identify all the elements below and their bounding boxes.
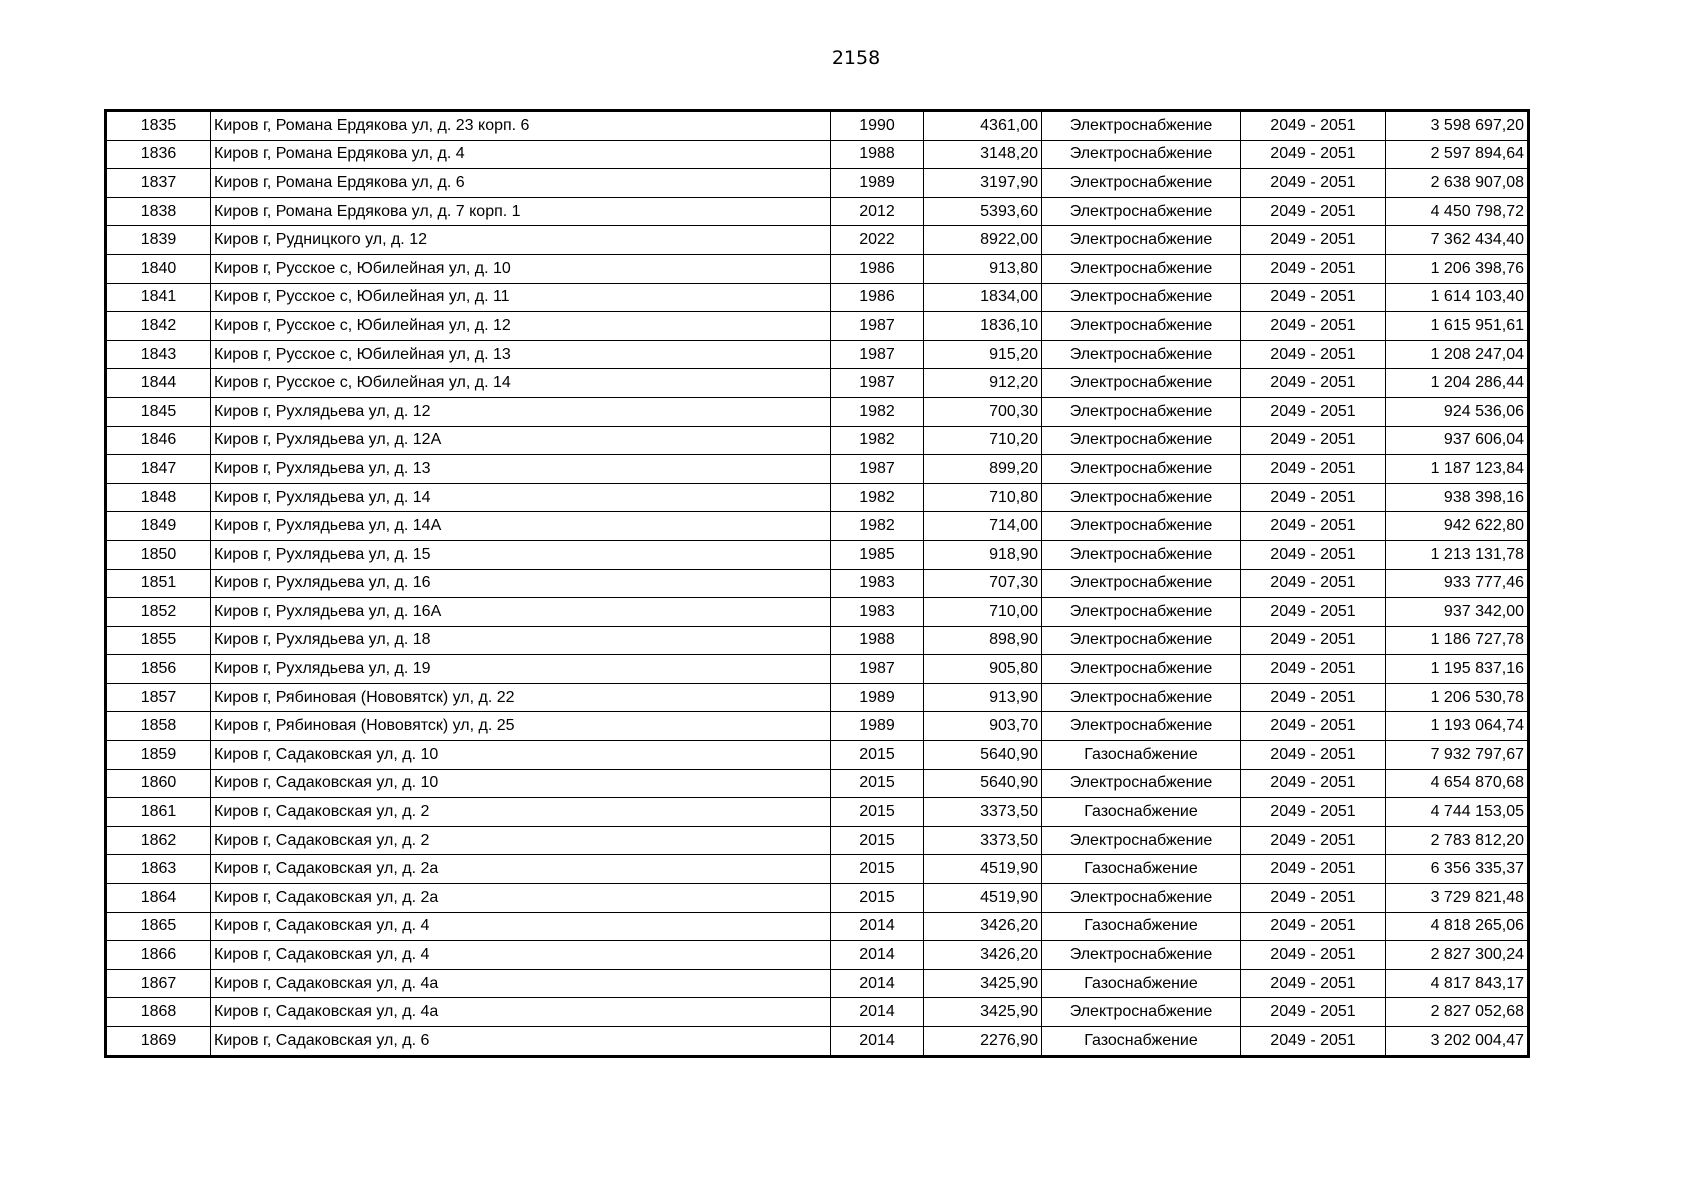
row-number-cell: 1838 — [106, 197, 211, 226]
table-row — [106, 712, 1529, 741]
table-row — [106, 540, 1529, 569]
build-year-cell: 2015 — [831, 741, 924, 770]
cost-cell: 2 827 052,68 — [1386, 998, 1529, 1027]
period-cell: 2049 - 2051 — [1241, 455, 1386, 484]
address-cell: Киров г, Русское с, Юбилейная ул, д. 10 — [211, 254, 831, 283]
period-cell: 2049 - 2051 — [1241, 254, 1386, 283]
row-number-cell: 1846 — [106, 426, 211, 455]
cost-cell: 4 817 843,17 — [1386, 969, 1529, 998]
address-cell: Киров г, Садаковская ул, д. 2а — [211, 855, 831, 884]
service-type-cell: Электроснабжение — [1042, 455, 1241, 484]
address-cell: Киров г, Рухлядьева ул, д. 16 — [211, 569, 831, 598]
table-row — [106, 340, 1529, 369]
cost-cell: 1 213 131,78 — [1386, 540, 1529, 569]
period-cell: 2049 - 2051 — [1241, 855, 1386, 884]
row-number-cell: 1866 — [106, 941, 211, 970]
table-row — [106, 254, 1529, 283]
build-year-cell: 2015 — [831, 826, 924, 855]
service-type-cell: Электроснабжение — [1042, 197, 1241, 226]
cost-cell: 2 597 894,64 — [1386, 140, 1529, 169]
build-year-cell: 1982 — [831, 426, 924, 455]
area-cell: 3373,50 — [924, 826, 1042, 855]
cost-cell: 2 783 812,20 — [1386, 826, 1529, 855]
address-cell: Киров г, Рухлядьева ул, д. 19 — [211, 655, 831, 684]
address-cell: Киров г, Садаковская ул, д. 2 — [211, 826, 831, 855]
build-year-cell: 1982 — [831, 512, 924, 541]
table-row — [106, 969, 1529, 998]
address-cell: Киров г, Русское с, Юбилейная ул, д. 12 — [211, 312, 831, 341]
row-number-cell: 1842 — [106, 312, 211, 341]
service-type-cell: Электроснабжение — [1042, 226, 1241, 255]
service-type-cell: Электроснабжение — [1042, 540, 1241, 569]
row-number-cell: 1850 — [106, 540, 211, 569]
build-year-cell: 1987 — [831, 455, 924, 484]
area-cell: 4519,90 — [924, 884, 1042, 913]
build-year-cell: 1989 — [831, 169, 924, 198]
row-number-cell: 1847 — [106, 455, 211, 484]
period-cell: 2049 - 2051 — [1241, 540, 1386, 569]
row-number-cell: 1867 — [106, 969, 211, 998]
build-year-cell: 1985 — [831, 540, 924, 569]
cost-cell: 1 195 837,16 — [1386, 655, 1529, 684]
area-cell: 3426,20 — [924, 912, 1042, 941]
area-cell: 1836,10 — [924, 312, 1042, 341]
address-cell: Киров г, Рухлядьева ул, д. 14 — [211, 483, 831, 512]
row-number-cell: 1858 — [106, 712, 211, 741]
area-cell: 4519,90 — [924, 855, 1042, 884]
area-cell: 915,20 — [924, 340, 1042, 369]
build-year-cell: 2015 — [831, 769, 924, 798]
period-cell: 2049 - 2051 — [1241, 798, 1386, 827]
table-row — [106, 626, 1529, 655]
row-number-cell: 1841 — [106, 283, 211, 312]
build-year-cell: 1989 — [831, 683, 924, 712]
period-cell: 2049 - 2051 — [1241, 712, 1386, 741]
service-type-cell: Электроснабжение — [1042, 626, 1241, 655]
address-cell: Киров г, Русское с, Юбилейная ул, д. 13 — [211, 340, 831, 369]
cost-cell: 1 206 530,78 — [1386, 683, 1529, 712]
build-year-cell: 1982 — [831, 397, 924, 426]
build-year-cell: 1987 — [831, 655, 924, 684]
area-cell: 905,80 — [924, 655, 1042, 684]
cost-cell: 4 450 798,72 — [1386, 197, 1529, 226]
area-cell: 710,80 — [924, 483, 1042, 512]
table-body — [106, 111, 1529, 1057]
table-row — [106, 397, 1529, 426]
period-cell: 2049 - 2051 — [1241, 426, 1386, 455]
period-cell: 2049 - 2051 — [1241, 483, 1386, 512]
cost-cell: 1 187 123,84 — [1386, 455, 1529, 484]
service-type-cell: Электроснабжение — [1042, 769, 1241, 798]
period-cell: 2049 - 2051 — [1241, 655, 1386, 684]
table-row — [106, 884, 1529, 913]
cost-cell: 2 827 300,24 — [1386, 941, 1529, 970]
address-cell: Киров г, Романа Ердякова ул, д. 6 — [211, 169, 831, 198]
service-type-cell: Электроснабжение — [1042, 569, 1241, 598]
area-cell: 3425,90 — [924, 969, 1042, 998]
build-year-cell: 1988 — [831, 140, 924, 169]
address-cell: Киров г, Русское с, Юбилейная ул, д. 11 — [211, 283, 831, 312]
row-number-cell: 1863 — [106, 855, 211, 884]
build-year-cell: 2014 — [831, 1027, 924, 1057]
row-number-cell: 1840 — [106, 254, 211, 283]
row-number-cell: 1860 — [106, 769, 211, 798]
service-type-cell: Газоснабжение — [1042, 741, 1241, 770]
row-number-cell: 1839 — [106, 226, 211, 255]
row-number-cell: 1859 — [106, 741, 211, 770]
table-row — [106, 140, 1529, 169]
area-cell: 5640,90 — [924, 769, 1042, 798]
build-year-cell: 1987 — [831, 312, 924, 341]
period-cell: 2049 - 2051 — [1241, 226, 1386, 255]
period-cell: 2049 - 2051 — [1241, 598, 1386, 627]
period-cell: 2049 - 2051 — [1241, 111, 1386, 141]
service-type-cell: Электроснабжение — [1042, 712, 1241, 741]
area-cell: 918,90 — [924, 540, 1042, 569]
area-cell: 3373,50 — [924, 798, 1042, 827]
period-cell: 2049 - 2051 — [1241, 512, 1386, 541]
table-row — [106, 912, 1529, 941]
table-row — [106, 283, 1529, 312]
row-number-cell: 1836 — [106, 140, 211, 169]
row-number-cell: 1869 — [106, 1027, 211, 1057]
table-row — [106, 512, 1529, 541]
cost-cell: 7 362 434,40 — [1386, 226, 1529, 255]
cost-cell: 1 204 286,44 — [1386, 369, 1529, 398]
service-type-cell: Электроснабжение — [1042, 683, 1241, 712]
period-cell: 2049 - 2051 — [1241, 569, 1386, 598]
address-cell: Киров г, Рухлядьева ул, д. 12 — [211, 397, 831, 426]
row-number-cell: 1856 — [106, 655, 211, 684]
period-cell: 2049 - 2051 — [1241, 969, 1386, 998]
table-row — [106, 683, 1529, 712]
table-row — [106, 483, 1529, 512]
cost-cell: 924 536,06 — [1386, 397, 1529, 426]
service-type-cell: Электроснабжение — [1042, 998, 1241, 1027]
service-type-cell: Электроснабжение — [1042, 512, 1241, 541]
address-cell: Киров г, Рухлядьева ул, д. 14А — [211, 512, 831, 541]
cost-cell: 1 208 247,04 — [1386, 340, 1529, 369]
row-number-cell: 1837 — [106, 169, 211, 198]
address-cell: Киров г, Романа Ердякова ул, д. 23 корп. 6 — [211, 111, 831, 141]
address-cell: Киров г, Рухлядьева ул, д. 12А — [211, 426, 831, 455]
cost-cell: 1 193 064,74 — [1386, 712, 1529, 741]
service-type-cell: Электроснабжение — [1042, 884, 1241, 913]
cost-cell: 937 606,04 — [1386, 426, 1529, 455]
period-cell: 2049 - 2051 — [1241, 312, 1386, 341]
address-cell: Киров г, Садаковская ул, д. 4а — [211, 998, 831, 1027]
address-cell: Киров г, Романа Ердякова ул, д. 7 корп. 1 — [211, 197, 831, 226]
period-cell: 2049 - 2051 — [1241, 941, 1386, 970]
area-cell: 3425,90 — [924, 998, 1042, 1027]
service-type-cell: Электроснабжение — [1042, 140, 1241, 169]
service-type-cell: Электроснабжение — [1042, 941, 1241, 970]
cost-cell: 1 186 727,78 — [1386, 626, 1529, 655]
address-cell: Киров г, Рухлядьева ул, д. 16А — [211, 598, 831, 627]
area-cell: 710,20 — [924, 426, 1042, 455]
service-type-cell: Электроснабжение — [1042, 598, 1241, 627]
build-year-cell: 1987 — [831, 369, 924, 398]
area-cell: 899,20 — [924, 455, 1042, 484]
cost-cell: 1 206 398,76 — [1386, 254, 1529, 283]
row-number-cell: 1855 — [106, 626, 211, 655]
build-year-cell: 2012 — [831, 197, 924, 226]
table-row — [106, 369, 1529, 398]
service-type-cell: Газоснабжение — [1042, 969, 1241, 998]
table-row — [106, 226, 1529, 255]
row-number-cell: 1848 — [106, 483, 211, 512]
table-row — [106, 826, 1529, 855]
address-cell: Киров г, Рухлядьева ул, д. 15 — [211, 540, 831, 569]
service-type-cell: Газоснабжение — [1042, 912, 1241, 941]
service-type-cell: Электроснабжение — [1042, 312, 1241, 341]
table-row — [106, 598, 1529, 627]
service-type-cell: Электроснабжение — [1042, 426, 1241, 455]
build-year-cell: 2014 — [831, 969, 924, 998]
table-row — [106, 169, 1529, 198]
build-year-cell: 1987 — [831, 340, 924, 369]
area-cell: 912,20 — [924, 369, 1042, 398]
period-cell: 2049 - 2051 — [1241, 884, 1386, 913]
table-row — [106, 197, 1529, 226]
address-cell: Киров г, Рябиновая (Нововятск) ул, д. 22 — [211, 683, 831, 712]
cost-cell: 3 729 821,48 — [1386, 884, 1529, 913]
build-year-cell: 2015 — [831, 855, 924, 884]
period-cell: 2049 - 2051 — [1241, 140, 1386, 169]
table-row — [106, 655, 1529, 684]
table-row — [106, 769, 1529, 798]
cost-cell: 1 614 103,40 — [1386, 283, 1529, 312]
row-number-cell: 1835 — [106, 111, 211, 141]
build-year-cell: 1989 — [831, 712, 924, 741]
build-year-cell: 1990 — [831, 111, 924, 141]
service-type-cell: Электроснабжение — [1042, 111, 1241, 141]
area-cell: 2276,90 — [924, 1027, 1042, 1057]
build-year-cell: 1986 — [831, 283, 924, 312]
table-row — [106, 1027, 1529, 1057]
address-cell: Киров г, Садаковская ул, д. 10 — [211, 741, 831, 770]
area-cell: 714,00 — [924, 512, 1042, 541]
service-type-cell: Электроснабжение — [1042, 340, 1241, 369]
row-number-cell: 1851 — [106, 569, 211, 598]
table-row — [106, 312, 1529, 341]
cost-cell: 942 622,80 — [1386, 512, 1529, 541]
period-cell: 2049 - 2051 — [1241, 397, 1386, 426]
cost-cell: 2 638 907,08 — [1386, 169, 1529, 198]
address-cell: Киров г, Садаковская ул, д. 4 — [211, 912, 831, 941]
table-row — [106, 855, 1529, 884]
row-number-cell: 1865 — [106, 912, 211, 941]
service-type-cell: Электроснабжение — [1042, 254, 1241, 283]
address-cell: Киров г, Садаковская ул, д. 2 — [211, 798, 831, 827]
address-cell: Киров г, Русское с, Юбилейная ул, д. 14 — [211, 369, 831, 398]
area-cell: 4361,00 — [924, 111, 1042, 141]
service-type-cell: Электроснабжение — [1042, 369, 1241, 398]
service-type-cell: Электроснабжение — [1042, 655, 1241, 684]
address-cell: Киров г, Рудницкого ул, д. 12 — [211, 226, 831, 255]
row-number-cell: 1861 — [106, 798, 211, 827]
row-number-cell: 1864 — [106, 884, 211, 913]
cost-cell: 938 398,16 — [1386, 483, 1529, 512]
service-type-cell: Электроснабжение — [1042, 283, 1241, 312]
row-number-cell: 1843 — [106, 340, 211, 369]
cost-cell: 4 654 870,68 — [1386, 769, 1529, 798]
period-cell: 2049 - 2051 — [1241, 826, 1386, 855]
area-cell: 903,70 — [924, 712, 1042, 741]
period-cell: 2049 - 2051 — [1241, 626, 1386, 655]
build-year-cell: 2015 — [831, 798, 924, 827]
cost-cell: 1 615 951,61 — [1386, 312, 1529, 341]
row-number-cell: 1868 — [106, 998, 211, 1027]
service-type-cell: Газоснабжение — [1042, 855, 1241, 884]
cost-cell: 3 598 697,20 — [1386, 111, 1529, 141]
build-year-cell: 2015 — [831, 884, 924, 913]
table-row — [106, 455, 1529, 484]
build-year-cell: 1983 — [831, 569, 924, 598]
period-cell: 2049 - 2051 — [1241, 741, 1386, 770]
build-year-cell: 2014 — [831, 912, 924, 941]
build-year-cell: 2014 — [831, 998, 924, 1027]
period-cell: 2049 - 2051 — [1241, 197, 1386, 226]
area-cell: 1834,00 — [924, 283, 1042, 312]
address-cell: Киров г, Садаковская ул, д. 2а — [211, 884, 831, 913]
address-cell: Киров г, Садаковская ул, д. 4 — [211, 941, 831, 970]
address-cell: Киров г, Рябиновая (Нововятск) ул, д. 25 — [211, 712, 831, 741]
area-cell: 707,30 — [924, 569, 1042, 598]
row-number-cell: 1844 — [106, 369, 211, 398]
cost-cell: 6 356 335,37 — [1386, 855, 1529, 884]
period-cell: 2049 - 2051 — [1241, 169, 1386, 198]
build-year-cell: 2022 — [831, 226, 924, 255]
table-row — [106, 741, 1529, 770]
table-row — [106, 111, 1529, 141]
table-row — [106, 426, 1529, 455]
build-year-cell: 1983 — [831, 598, 924, 627]
cost-cell: 933 777,46 — [1386, 569, 1529, 598]
build-year-cell: 1982 — [831, 483, 924, 512]
address-cell: Киров г, Романа Ердякова ул, д. 4 — [211, 140, 831, 169]
area-cell: 700,30 — [924, 397, 1042, 426]
registry-table — [104, 109, 1530, 1058]
service-type-cell: Электроснабжение — [1042, 397, 1241, 426]
table-row — [106, 569, 1529, 598]
row-number-cell: 1845 — [106, 397, 211, 426]
build-year-cell: 1988 — [831, 626, 924, 655]
period-cell: 2049 - 2051 — [1241, 998, 1386, 1027]
cost-cell: 4 744 153,05 — [1386, 798, 1529, 827]
address-cell: Киров г, Садаковская ул, д. 10 — [211, 769, 831, 798]
table-row — [106, 941, 1529, 970]
row-number-cell: 1852 — [106, 598, 211, 627]
area-cell: 3148,20 — [924, 140, 1042, 169]
area-cell: 5640,90 — [924, 741, 1042, 770]
address-cell: Киров г, Рухлядьева ул, д. 13 — [211, 455, 831, 484]
area-cell: 913,90 — [924, 683, 1042, 712]
period-cell: 2049 - 2051 — [1241, 1027, 1386, 1057]
service-type-cell: Электроснабжение — [1042, 483, 1241, 512]
service-type-cell: Газоснабжение — [1042, 1027, 1241, 1057]
table-row — [106, 798, 1529, 827]
page-number: 2158 — [831, 47, 881, 69]
period-cell: 2049 - 2051 — [1241, 340, 1386, 369]
area-cell: 898,90 — [924, 626, 1042, 655]
address-cell: Киров г, Садаковская ул, д. 6 — [211, 1027, 831, 1057]
area-cell: 913,80 — [924, 254, 1042, 283]
address-cell: Киров г, Садаковская ул, д. 4а — [211, 969, 831, 998]
cost-cell: 4 818 265,06 — [1386, 912, 1529, 941]
build-year-cell: 2014 — [831, 941, 924, 970]
build-year-cell: 1986 — [831, 254, 924, 283]
area-cell: 8922,00 — [924, 226, 1042, 255]
cost-cell: 7 932 797,67 — [1386, 741, 1529, 770]
table-row — [106, 998, 1529, 1027]
period-cell: 2049 - 2051 — [1241, 283, 1386, 312]
cost-cell: 3 202 004,47 — [1386, 1027, 1529, 1057]
area-cell: 5393,60 — [924, 197, 1042, 226]
cost-cell: 937 342,00 — [1386, 598, 1529, 627]
row-number-cell: 1862 — [106, 826, 211, 855]
row-number-cell: 1857 — [106, 683, 211, 712]
row-number-cell: 1849 — [106, 512, 211, 541]
period-cell: 2049 - 2051 — [1241, 769, 1386, 798]
service-type-cell: Электроснабжение — [1042, 826, 1241, 855]
period-cell: 2049 - 2051 — [1241, 369, 1386, 398]
service-type-cell: Электроснабжение — [1042, 169, 1241, 198]
period-cell: 2049 - 2051 — [1241, 683, 1386, 712]
service-type-cell: Газоснабжение — [1042, 798, 1241, 827]
area-cell: 3426,20 — [924, 941, 1042, 970]
area-cell: 710,00 — [924, 598, 1042, 627]
period-cell: 2049 - 2051 — [1241, 912, 1386, 941]
address-cell: Киров г, Рухлядьева ул, д. 18 — [211, 626, 831, 655]
area-cell: 3197,90 — [924, 169, 1042, 198]
